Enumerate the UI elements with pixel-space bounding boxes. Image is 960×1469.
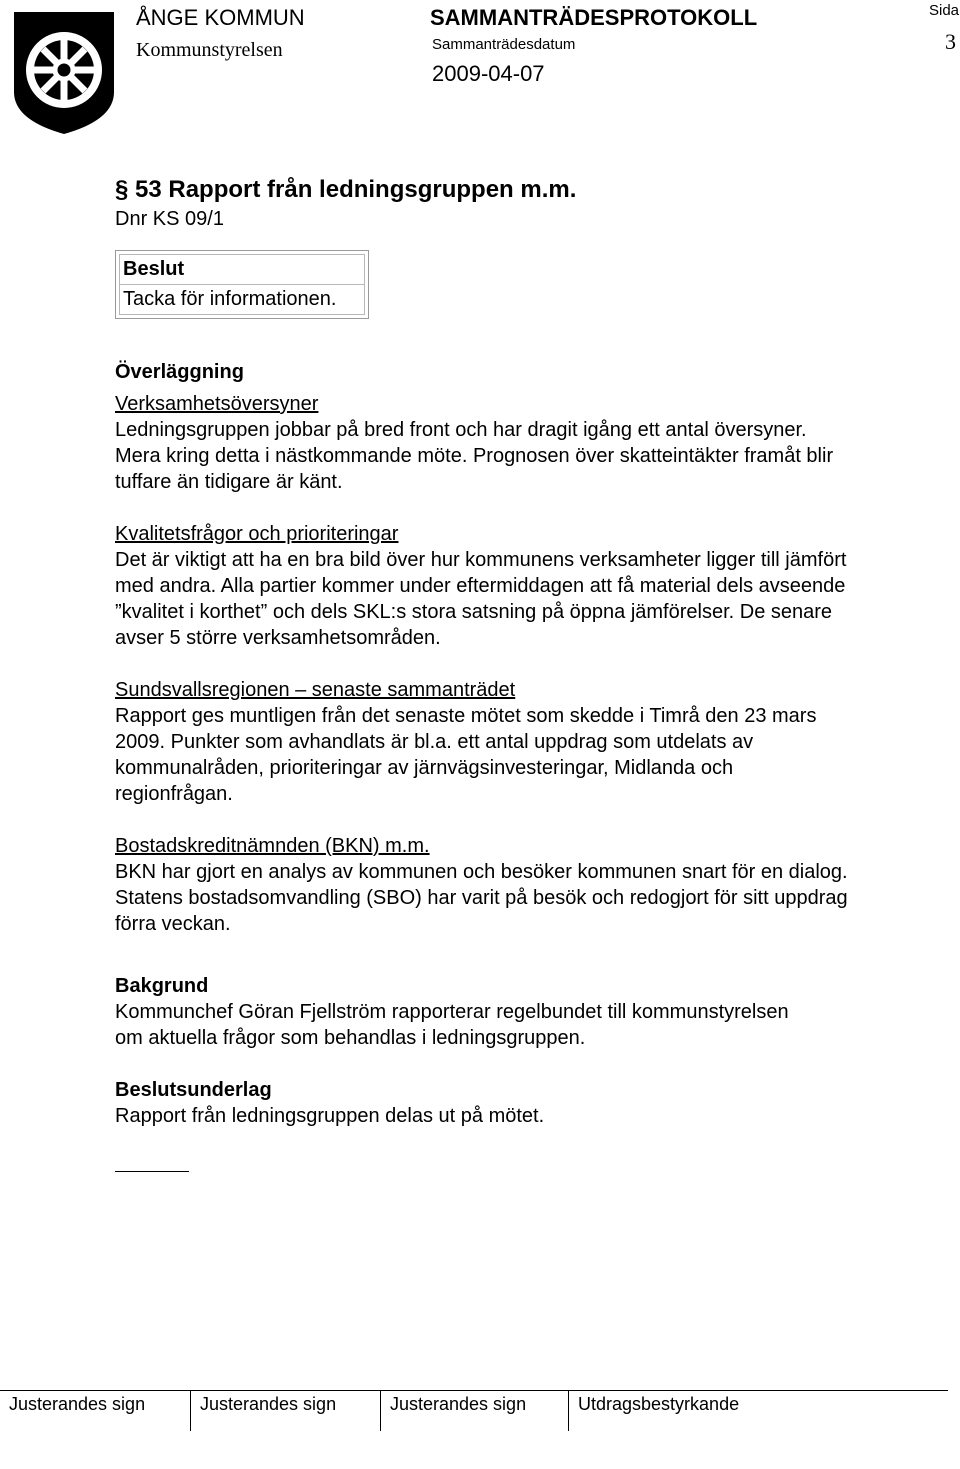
item-line: Rapport ges muntligen från det senaste mötet som skedde i Timrå den 23 mars [115,705,817,727]
footer-cell-sign-2: Justerandes sign [190,1391,380,1431]
background-line: Kommunchef Göran Fjellström rapporterar regelbundet till kommunstyrelsen [115,1001,789,1023]
item-line: Mera kring detta i nästkommande möte. Prognosen över skatteintäkter framåt blir [115,445,834,467]
item-line: Ledningsgruppen jobbar på bred front och har dragit igång ett antal översyner. [115,419,807,441]
footer-cell-sign-1: Justerandes sign [9,1394,146,1414]
section-title: § 53 Rapport från ledningsgruppen m.m. [115,176,577,203]
decision-heading: Beslut [119,254,365,285]
item-subheading: Kvalitetsfrågor och prioriteringar [115,523,399,545]
deliberation-item [115,391,945,495]
board-name: Kommunstyrelsen [136,39,283,61]
item-line: 2009. Punkter som avhandlats är bl.a. ett antal uppdrag som utdelats av [115,731,754,753]
footer-cell-sign-3: Justerandes sign [380,1391,568,1431]
item-line: kommunalråden, prioriteringar av järnvägsinvesteringar, Midlanda och [115,757,734,779]
municipality-logo [10,8,118,136]
deliberation-heading: Överläggning [115,361,244,383]
signature-footer [0,1390,948,1431]
document-body [115,174,945,1129]
item-line: BKN har gjort en analys av kommunen och besöker kommunen snart för en dialog. [115,861,848,883]
deliberation-item [115,521,945,651]
decision-text: Tacka för informationen. [119,285,365,315]
basis-line: Rapport från ledningsgruppen delas ut på mötet. [115,1105,545,1127]
deliberation-item [115,833,945,937]
item-subheading: Bostadskreditnämnden (BKN) m.m. [115,835,430,857]
item-line: avser 5 större verksamhetsområden. [115,627,441,649]
item-line: med andra. Alla partier kommer under eftermiddagen att få material dels avseende [115,575,846,597]
end-divider [115,1171,189,1172]
meeting-date: 2009-04-07 [432,61,545,86]
item-line: förra veckan. [115,913,231,935]
background-heading: Bakgrund [115,975,209,997]
item-subheading: Sundsvallsregionen – senaste sammanträdet [115,679,516,701]
protocol-title: SAMMANTRÄDESPROTOKOLL [430,5,758,30]
decision-box [115,250,369,319]
item-line: regionfrågan. [115,783,233,805]
item-line: Det är viktigt att ha en bra bild över hur kommunens verksamheter ligger till jämfört [115,549,847,571]
footer-cell-extract-certified: Utdragsbestyrkande [568,1391,948,1431]
page-label: Sida [929,2,960,19]
deliberation-item [115,677,945,807]
item-line: tuffare än tidigare är känt. [115,471,343,493]
item-subheading: Verksamhetsöversyner [115,393,319,415]
date-label: Sammanträdesdatum [432,36,576,53]
background-line: om aktuella frågor som behandlas i ledningsgruppen. [115,1027,586,1049]
organization-name: ÅNGE KOMMUN [136,5,305,30]
page-number: 3 [945,29,956,54]
item-line: Statens bostadsomvandling (SBO) har varit på besök och redogjort för sitt uppdrag [115,887,848,909]
case-number: Dnr KS 09/1 [115,208,224,230]
item-line: ”kvalitet i korthet” och dels SKL:s stora satsning på öppna jämförelser. De senare [115,601,833,623]
basis-heading: Beslutsunderlag [115,1079,272,1101]
